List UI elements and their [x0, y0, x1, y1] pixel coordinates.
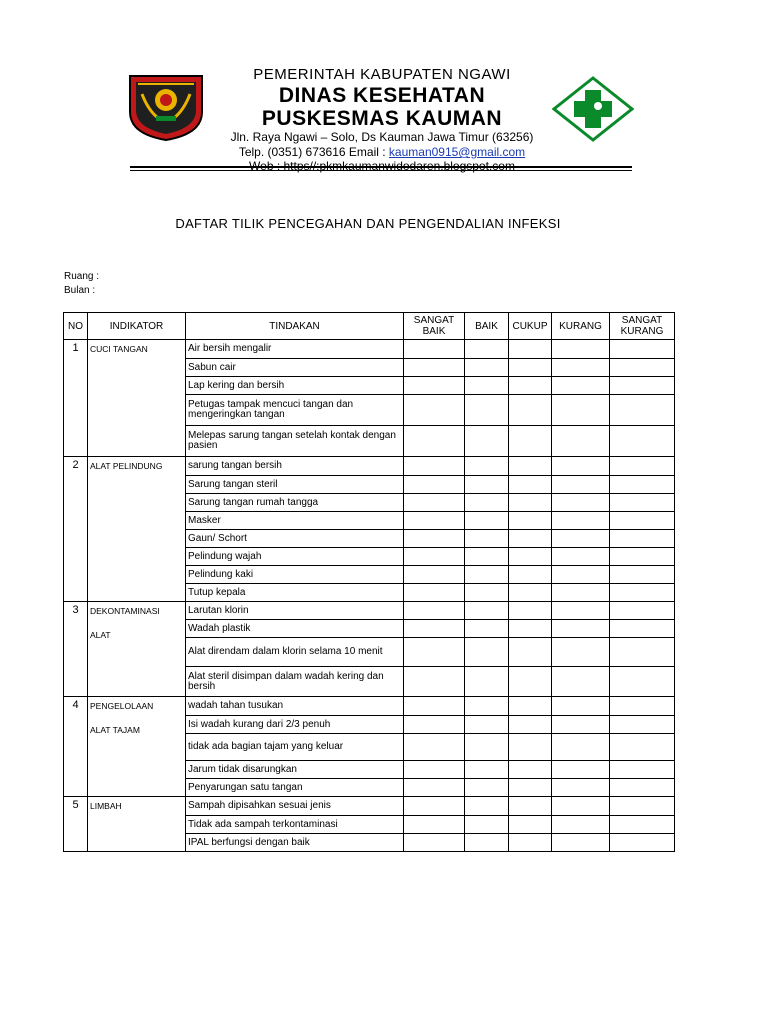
header-kurang: KURANG	[552, 313, 610, 340]
rating-cell-kurang[interactable]	[552, 512, 610, 530]
tindakan-cell: Air bersih mengalir	[186, 340, 404, 359]
rating-cell-sangat-baik[interactable]	[404, 638, 465, 667]
tindakan-cell: IPAL berfungsi dengan baik	[186, 834, 404, 852]
rating-cell-sangat-baik[interactable]	[404, 667, 465, 697]
rating-cell-sangat-kurang[interactable]	[610, 457, 675, 476]
rating-cell-cukup[interactable]	[509, 620, 552, 638]
rating-cell-cukup[interactable]	[509, 476, 552, 494]
rating-cell-sangat-kurang[interactable]	[610, 426, 675, 457]
rating-cell-cukup[interactable]	[509, 566, 552, 584]
rating-cell-kurang[interactable]	[552, 638, 610, 667]
bulan-field[interactable]: Bulan :	[64, 285, 96, 296]
rating-cell-cukup[interactable]	[509, 340, 552, 359]
rating-cell-kurang[interactable]	[552, 377, 610, 395]
rating-cell-sangat-kurang[interactable]	[610, 761, 675, 779]
tindakan-cell: sarung tangan bersih	[186, 457, 404, 476]
header-sangat-kurang	[610, 313, 675, 340]
tindakan-cell: Sarung tangan steril	[186, 476, 404, 494]
rating-cell-baik[interactable]	[465, 734, 509, 761]
tindakan-cell: Alat direndam dalam klorin selama 10 menit	[186, 638, 404, 667]
rating-cell-sangat-kurang[interactable]	[610, 797, 675, 816]
rating-cell-sangat-baik[interactable]	[404, 512, 465, 530]
rating-cell-sangat-baik[interactable]	[404, 548, 465, 566]
header-cukup: CUKUP	[509, 313, 552, 340]
rating-cell-baik[interactable]	[465, 426, 509, 457]
indikator-label: LIMBAH	[90, 801, 122, 811]
rating-cell-kurang[interactable]	[552, 494, 610, 512]
rating-cell-baik[interactable]	[465, 476, 509, 494]
rating-cell-sangat-baik[interactable]	[404, 359, 465, 377]
rating-cell-sangat-kurang[interactable]	[610, 584, 675, 602]
rating-cell-cukup[interactable]	[509, 584, 552, 602]
rating-cell-cukup[interactable]	[509, 512, 552, 530]
letterhead-email-link[interactable]: kauman0915@gmail.com	[388, 145, 526, 159]
header-sangat-kurang-line1: SANGAT	[621, 315, 663, 326]
rating-cell-baik[interactable]	[465, 761, 509, 779]
letterhead-telp: Telp. (0351) 673616 Email :	[238, 145, 389, 159]
header-sangat-baik-line2: BAIK	[422, 326, 446, 337]
rating-cell-kurang[interactable]	[552, 834, 610, 852]
header-sangat-kurang-line2: KURANG	[620, 326, 664, 337]
rating-cell-cukup[interactable]	[509, 834, 552, 852]
indikator-cell	[88, 697, 186, 797]
rating-cell-cukup[interactable]	[509, 359, 552, 377]
rating-cell-sangat-baik[interactable]	[404, 797, 465, 816]
rating-cell-kurang[interactable]	[552, 426, 610, 457]
rating-cell-kurang[interactable]	[552, 797, 610, 816]
indikator-label: CUCI TANGAN	[90, 344, 148, 354]
rating-cell-cukup[interactable]	[509, 530, 552, 548]
rating-cell-cukup[interactable]	[509, 426, 552, 457]
rating-cell-baik[interactable]	[465, 530, 509, 548]
rating-cell-kurang[interactable]	[552, 620, 610, 638]
indikator-label: DEKONTAMINASI	[90, 606, 160, 616]
rating-cell-sangat-kurang[interactable]	[610, 359, 675, 377]
rating-cell-kurang[interactable]	[552, 584, 610, 602]
rating-cell-baik[interactable]	[465, 395, 509, 426]
indikator-label: ALAT	[90, 630, 111, 640]
rating-cell-sangat-kurang[interactable]	[610, 716, 675, 734]
rating-cell-kurang[interactable]	[552, 734, 610, 761]
tindakan-cell: Gaun/ Schort	[186, 530, 404, 548]
rating-cell-sangat-kurang[interactable]	[610, 548, 675, 566]
rating-cell-sangat-kurang[interactable]	[610, 667, 675, 697]
rating-cell-kurang[interactable]	[552, 340, 610, 359]
rating-cell-sangat-baik[interactable]	[404, 697, 465, 716]
tindakan-cell: Melepas sarung tangan setelah kontak dengan pasien	[186, 426, 404, 457]
rating-cell-kurang[interactable]	[552, 667, 610, 697]
rating-cell-cukup[interactable]	[509, 779, 552, 797]
table-row	[64, 340, 675, 359]
rating-cell-kurang[interactable]	[552, 697, 610, 716]
rating-cell-kurang[interactable]	[552, 476, 610, 494]
rating-cell-baik[interactable]	[465, 359, 509, 377]
rating-cell-sangat-baik[interactable]	[404, 716, 465, 734]
letterhead-government: PEMERINTAH KABUPATEN NGAWI	[253, 66, 511, 83]
tindakan-cell: Jarum tidak disarungkan	[186, 761, 404, 779]
rating-cell-sangat-kurang[interactable]	[610, 476, 675, 494]
row-number: 3	[64, 602, 88, 697]
rating-cell-sangat-kurang[interactable]	[610, 512, 675, 530]
rating-cell-baik[interactable]	[465, 457, 509, 476]
puskesmas-cross-icon	[552, 76, 634, 142]
rating-cell-sangat-baik[interactable]	[404, 779, 465, 797]
tindakan-cell: Wadah plastik	[186, 620, 404, 638]
rating-cell-baik[interactable]	[465, 667, 509, 697]
tindakan-cell: Sarung tangan rumah tangga	[186, 494, 404, 512]
rating-cell-baik[interactable]	[465, 566, 509, 584]
rating-cell-kurang[interactable]	[552, 530, 610, 548]
rating-cell-kurang[interactable]	[552, 457, 610, 476]
rating-cell-kurang[interactable]	[552, 761, 610, 779]
rating-cell-sangat-baik[interactable]	[404, 395, 465, 426]
rating-cell-baik[interactable]	[465, 834, 509, 852]
tindakan-cell: Penyarungan satu tangan	[186, 779, 404, 797]
rating-cell-baik[interactable]	[465, 340, 509, 359]
rating-cell-cukup[interactable]	[509, 377, 552, 395]
rating-cell-kurang[interactable]	[552, 816, 610, 834]
rating-cell-sangat-baik[interactable]	[404, 734, 465, 761]
rating-cell-cukup[interactable]	[509, 638, 552, 667]
rating-cell-sangat-baik[interactable]	[404, 340, 465, 359]
rating-cell-sangat-kurang[interactable]	[610, 620, 675, 638]
rating-cell-kurang[interactable]	[552, 779, 610, 797]
rating-cell-baik[interactable]	[465, 716, 509, 734]
letterhead-address: Jln. Raya Ngawi – Solo, Ds Kauman Jawa Timur (63256)	[230, 130, 534, 144]
row-number: 5	[64, 797, 88, 852]
tindakan-cell: Sabun cair	[186, 359, 404, 377]
header-no: NO	[64, 313, 88, 340]
rating-cell-sangat-baik[interactable]	[404, 584, 465, 602]
tindakan-cell: Alat steril disimpan dalam wadah kering dan bersih	[186, 667, 404, 697]
rating-cell-sangat-baik[interactable]	[404, 761, 465, 779]
rating-cell-sangat-kurang[interactable]	[610, 602, 675, 620]
tindakan-cell: Sampah dipisahkan sesuai jenis	[186, 797, 404, 816]
rating-cell-kurang[interactable]	[552, 716, 610, 734]
indikator-cell	[88, 457, 186, 602]
tindakan-cell: Petugas tampak mencuci tangan dan mengeringkan tangan	[186, 395, 404, 426]
checklist-table	[63, 312, 675, 852]
tindakan-cell: Larutan klorin	[186, 602, 404, 620]
rating-cell-sangat-kurang[interactable]	[610, 816, 675, 834]
letterhead-rule-thick	[130, 166, 632, 168]
letterhead-puskesmas: PUSKESMAS KAUMAN	[261, 107, 503, 130]
table-row	[64, 797, 675, 816]
rating-cell-sangat-baik[interactable]	[404, 530, 465, 548]
tindakan-cell: wadah tahan tusukan	[186, 697, 404, 716]
rating-cell-kurang[interactable]	[552, 359, 610, 377]
tindakan-cell: Isi wadah kurang dari 2/3 penuh	[186, 716, 404, 734]
rating-cell-kurang[interactable]	[552, 395, 610, 426]
rating-cell-sangat-baik[interactable]	[404, 426, 465, 457]
rating-cell-sangat-baik[interactable]	[404, 494, 465, 512]
rating-cell-sangat-kurang[interactable]	[610, 377, 675, 395]
tindakan-cell: Tidak ada sampah terkontaminasi	[186, 816, 404, 834]
ruang-field[interactable]: Ruang :	[64, 271, 100, 282]
rating-cell-sangat-baik[interactable]	[404, 602, 465, 620]
rating-cell-sangat-kurang[interactable]	[610, 530, 675, 548]
rating-cell-sangat-baik[interactable]	[404, 816, 465, 834]
tindakan-cell: Pelindung kaki	[186, 566, 404, 584]
rating-cell-sangat-kurang[interactable]	[610, 340, 675, 359]
header-sangat-baik	[404, 313, 465, 340]
tindakan-cell: Lap kering dan bersih	[186, 377, 404, 395]
rating-cell-baik[interactable]	[465, 797, 509, 816]
regency-crest-icon	[126, 72, 206, 142]
rating-cell-sangat-baik[interactable]	[404, 377, 465, 395]
rating-cell-cukup[interactable]	[509, 797, 552, 816]
row-number: 4	[64, 697, 88, 797]
rating-cell-sangat-baik[interactable]	[404, 566, 465, 584]
rating-cell-kurang[interactable]	[552, 548, 610, 566]
rating-cell-sangat-kurang[interactable]	[610, 779, 675, 797]
table-row	[64, 457, 675, 476]
rating-cell-sangat-baik[interactable]	[404, 834, 465, 852]
rating-cell-kurang[interactable]	[552, 602, 610, 620]
letterhead-contact	[212, 145, 552, 159]
rating-cell-sangat-kurang[interactable]	[610, 734, 675, 761]
document-title: DAFTAR TILIK PENCEGAHAN DAN PENGENDALIAN INFEKSI	[175, 216, 561, 231]
indikator-label: ALAT PELINDUNG	[90, 461, 163, 471]
row-number: 1	[64, 340, 88, 457]
rating-cell-cukup[interactable]	[509, 667, 552, 697]
header-tindakan: TINDAKAN	[186, 313, 404, 340]
letterhead-rule-thin	[130, 170, 632, 171]
rating-cell-sangat-kurang[interactable]	[610, 494, 675, 512]
rating-cell-baik[interactable]	[465, 494, 509, 512]
indikator-label: ALAT TAJAM	[90, 725, 140, 735]
table-header-row	[64, 313, 675, 340]
rating-cell-sangat-baik[interactable]	[404, 620, 465, 638]
rating-cell-sangat-baik[interactable]	[404, 457, 465, 476]
rating-cell-cukup[interactable]	[509, 395, 552, 426]
table-row	[64, 697, 675, 716]
table-row	[64, 602, 675, 620]
rating-cell-cukup[interactable]	[509, 716, 552, 734]
tindakan-cell: Tutup kepala	[186, 584, 404, 602]
tindakan-cell: tidak ada bagian tajam yang keluar	[186, 734, 404, 761]
rating-cell-cukup[interactable]	[509, 494, 552, 512]
rating-cell-baik[interactable]	[465, 548, 509, 566]
rating-cell-sangat-kurang[interactable]	[610, 566, 675, 584]
indikator-cell	[88, 340, 186, 457]
rating-cell-baik[interactable]	[465, 779, 509, 797]
rating-cell-cukup[interactable]	[509, 816, 552, 834]
rating-cell-sangat-kurang[interactable]	[610, 834, 675, 852]
indikator-cell	[88, 797, 186, 852]
tindakan-cell: Masker	[186, 512, 404, 530]
rating-cell-cukup[interactable]	[509, 761, 552, 779]
rating-cell-baik[interactable]	[465, 602, 509, 620]
letterhead	[0, 0, 768, 180]
rating-cell-sangat-kurang[interactable]	[610, 638, 675, 667]
rating-cell-cukup[interactable]	[509, 548, 552, 566]
rating-cell-sangat-kurang[interactable]	[610, 395, 675, 426]
rating-cell-cukup[interactable]	[509, 734, 552, 761]
rating-cell-cukup[interactable]	[509, 457, 552, 476]
rating-cell-baik[interactable]	[465, 816, 509, 834]
tindakan-cell: Pelindung wajah	[186, 548, 404, 566]
rating-cell-baik[interactable]	[465, 638, 509, 667]
indikator-cell	[88, 602, 186, 697]
letterhead-department: DINAS KESEHATAN	[278, 84, 486, 107]
rating-cell-cukup[interactable]	[509, 602, 552, 620]
rating-cell-baik[interactable]	[465, 512, 509, 530]
rating-cell-baik[interactable]	[465, 620, 509, 638]
rating-cell-kurang[interactable]	[552, 566, 610, 584]
indikator-label: PENGELOLAAN	[90, 701, 154, 711]
header-baik: BAIK	[465, 313, 509, 340]
rating-cell-cukup[interactable]	[509, 697, 552, 716]
header-indikator: INDIKATOR	[88, 313, 186, 340]
rating-cell-sangat-kurang[interactable]	[610, 697, 675, 716]
rating-cell-baik[interactable]	[465, 584, 509, 602]
row-number: 2	[64, 457, 88, 602]
rating-cell-sangat-baik[interactable]	[404, 476, 465, 494]
rating-cell-baik[interactable]	[465, 377, 509, 395]
rating-cell-baik[interactable]	[465, 697, 509, 716]
header-sangat-baik-line1: SANGAT	[413, 315, 455, 326]
